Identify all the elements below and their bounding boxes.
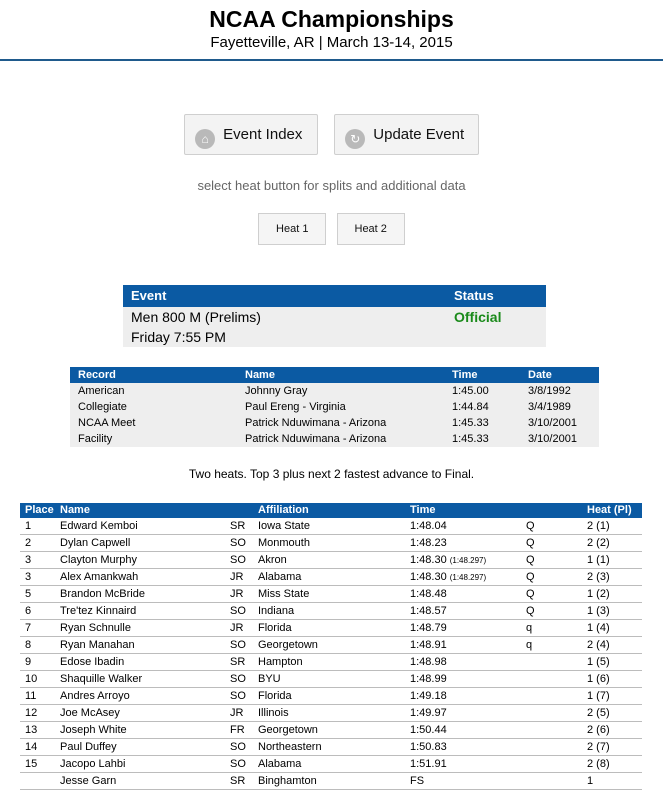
qualifier-mark-text: Q — [526, 605, 535, 617]
qualifier-mark — [526, 637, 532, 653]
result-time-text: 1:51.91 — [410, 758, 447, 770]
record-date: 3/8/1992 — [528, 385, 571, 397]
home-icon: ⌂ — [195, 129, 215, 149]
athlete-name-text: Brandon McBride — [60, 588, 145, 600]
athlete-affiliation — [258, 535, 310, 551]
athlete-name-text: Shaquille Walker — [60, 673, 143, 685]
athlete-affiliation-text: Illinois — [258, 707, 289, 719]
records-col-name: Name — [245, 369, 275, 381]
qualifier-mark — [526, 620, 532, 636]
event-index-label: Event Index — [223, 126, 303, 143]
heat-place — [587, 654, 610, 670]
result-place-text: 3 — [25, 554, 32, 566]
qualifier-mark-text: Q — [526, 571, 535, 583]
heat-place-text: 1 — [587, 775, 594, 787]
result-time-text: 1:48.30 — [410, 554, 447, 566]
result-time — [410, 637, 447, 653]
athlete-affiliation-text: Miss State — [258, 588, 310, 600]
athlete-year-text: JR — [230, 571, 244, 583]
result-time-text: 1:48.30 — [410, 571, 447, 583]
athlete-affiliation-text: Georgetown — [258, 639, 318, 651]
athlete-affiliation — [258, 722, 318, 738]
result-place-text: 15 — [25, 758, 38, 770]
qualifier-mark — [526, 552, 535, 568]
heat-buttons — [0, 213, 663, 245]
heat-place-text: 2 (3) — [587, 571, 610, 583]
record-date: 3/4/1989 — [528, 401, 571, 413]
athlete-year-text: JR — [230, 622, 244, 634]
athlete-name — [60, 671, 142, 687]
result-time — [410, 654, 447, 670]
athlete-name — [60, 603, 136, 619]
athlete-year — [230, 773, 245, 789]
athlete-affiliation-text: Alabama — [258, 571, 302, 583]
heat-place — [587, 739, 610, 755]
qualifier-mark-text: Q — [526, 537, 535, 549]
records-table — [70, 367, 599, 447]
athlete-name — [60, 688, 130, 704]
athlete-year-text: SR — [230, 775, 246, 787]
athlete-name-text: Alex Amankwah — [60, 571, 139, 583]
heat-place — [587, 756, 610, 772]
result-time-text: 1:50.83 — [410, 741, 447, 753]
event-name: Men 800 M (Prelims) — [131, 309, 261, 325]
athlete-year — [230, 756, 246, 772]
athlete-name-text: Tre'tez Kinnaird — [60, 605, 137, 617]
athlete-name-text: Jesse Garn — [60, 775, 117, 787]
result-place-text: 2 — [25, 537, 32, 549]
athlete-name — [60, 722, 127, 738]
athlete-affiliation-text: Indiana — [258, 605, 295, 617]
refresh-icon: ↻ — [345, 129, 365, 149]
athlete-name-text: Joe McAsey — [60, 707, 120, 719]
athlete-affiliation-text: Monmouth — [258, 537, 310, 549]
result-place-text: 6 — [25, 605, 32, 617]
result-time-text: FS — [410, 775, 425, 787]
page-header — [0, 0, 663, 61]
athlete-year-text: SO — [230, 741, 246, 753]
results-col-affiliation: Affiliation — [258, 504, 309, 516]
athlete-year — [230, 586, 243, 602]
athlete-affiliation — [258, 603, 294, 619]
event-status: Official — [454, 309, 502, 325]
athlete-year — [230, 620, 243, 636]
athlete-name — [60, 773, 116, 789]
result-time — [410, 569, 486, 586]
qualifier-mark-text: Q — [526, 520, 535, 532]
record-holder: Patrick Nduwimana - Arizona — [245, 433, 387, 445]
athlete-year — [230, 705, 243, 721]
athlete-year-text: SR — [230, 656, 246, 668]
result-time-text: 1:48.57 — [410, 605, 447, 617]
athlete-name — [60, 756, 125, 772]
athlete-name-text: Ryan Manahan — [60, 639, 135, 651]
heat-place-text: 1 (6) — [587, 673, 610, 685]
record-time: 1:44.84 — [452, 401, 489, 413]
athlete-affiliation-text: Florida — [258, 622, 292, 634]
result-place — [25, 552, 31, 568]
result-row — [20, 518, 642, 535]
result-place — [25, 637, 31, 653]
qualifier-mark — [526, 603, 535, 619]
result-row — [20, 654, 642, 671]
athlete-name-text: Dylan Capwell — [60, 537, 131, 549]
status-col-header: Status — [454, 288, 494, 303]
athlete-affiliation — [258, 620, 292, 636]
qualifier-mark — [526, 586, 535, 602]
result-place-text: 13 — [25, 724, 38, 736]
athlete-name-text: Jacopo Lahbi — [60, 758, 126, 770]
athlete-name-text: Andres Arroyo — [60, 690, 130, 702]
athlete-year-text: JR — [230, 707, 244, 719]
athlete-affiliation-text: Hampton — [258, 656, 303, 668]
heat-place — [587, 671, 610, 687]
heat-place-text: 2 (2) — [587, 537, 610, 549]
results-col-heat: Heat (Pl) — [587, 504, 632, 516]
record-type: American — [78, 385, 125, 397]
result-time — [410, 535, 447, 551]
record-type: NCAA Meet — [78, 417, 136, 429]
heat-hint: select heat button for splits and additional data — [197, 178, 466, 193]
result-row — [20, 603, 642, 620]
precise-time: (1:48.297) — [449, 556, 487, 565]
results-col-time: Time — [410, 504, 436, 516]
result-time — [410, 773, 424, 789]
event-time: Friday 7:55 PM — [131, 329, 226, 345]
heat-place — [587, 637, 610, 653]
athlete-year — [230, 552, 246, 568]
event-col-header: Event — [131, 288, 167, 303]
record-type: Collegiate — [78, 401, 127, 413]
athlete-affiliation — [258, 637, 318, 653]
athlete-year-text: SO — [230, 605, 246, 617]
heat-place — [587, 603, 610, 619]
result-place-text: 1 — [25, 520, 32, 532]
result-place — [25, 620, 31, 636]
heat-place-text: 2 (4) — [587, 639, 610, 651]
results-header-row — [20, 503, 642, 518]
athlete-affiliation-text: Northeastern — [258, 741, 322, 753]
athlete-name-text: Joseph White — [60, 724, 127, 736]
heat-place — [587, 586, 610, 602]
result-row — [20, 569, 642, 586]
athlete-affiliation — [258, 654, 303, 670]
athlete-year-text: SO — [230, 639, 246, 651]
heat-place-text: 1 (5) — [587, 656, 610, 668]
result-time-text: 1:48.79 — [410, 622, 447, 634]
heat-place — [587, 705, 610, 721]
heat-place — [587, 518, 610, 534]
heat-place — [587, 773, 593, 789]
record-date: 3/10/2001 — [528, 433, 577, 445]
result-place — [25, 535, 31, 551]
athlete-name — [60, 620, 131, 636]
athlete-affiliation-text: BYU — [258, 673, 281, 685]
athlete-affiliation-text: Akron — [258, 554, 287, 566]
athlete-year — [230, 637, 246, 653]
athlete-name — [60, 518, 138, 534]
record-row — [70, 415, 599, 431]
result-place — [25, 671, 37, 687]
result-place-text: 14 — [25, 741, 38, 753]
result-place — [25, 586, 31, 602]
athlete-name-text: Ryan Schnulle — [60, 622, 131, 634]
athlete-name-text: Edward Kemboi — [60, 520, 138, 532]
athlete-year — [230, 603, 246, 619]
athlete-year — [230, 688, 246, 704]
heat-place-text: 2 (8) — [587, 758, 610, 770]
results-col-place: Place — [25, 504, 54, 516]
result-place — [25, 654, 31, 670]
record-type: Facility — [78, 433, 113, 445]
result-time — [410, 756, 447, 772]
result-time-text: 1:50.44 — [410, 724, 447, 736]
result-place — [25, 569, 31, 585]
result-place — [25, 722, 37, 738]
athlete-year-text: SO — [230, 554, 246, 566]
result-time-text: 1:49.97 — [410, 707, 447, 719]
records-col-time: Time — [452, 369, 478, 381]
athlete-year — [230, 739, 246, 755]
precise-time: (1:48.297) — [449, 573, 487, 582]
athlete-affiliation — [258, 773, 317, 789]
result-place-text: 5 — [25, 588, 32, 600]
record-date: 3/10/2001 — [528, 417, 577, 429]
athlete-name-text: Edose Ibadin — [60, 656, 125, 668]
nav-bar — [0, 114, 663, 155]
athlete-year-text: FR — [230, 724, 245, 736]
result-row — [20, 739, 642, 756]
athlete-year-text: JR — [230, 588, 244, 600]
athlete-name — [60, 569, 138, 585]
heat-place — [587, 535, 610, 551]
heat-place-text: 1 (1) — [587, 554, 610, 566]
result-row — [20, 722, 642, 739]
result-row — [20, 671, 642, 688]
athlete-affiliation — [258, 569, 301, 585]
result-time — [410, 739, 447, 755]
athlete-name — [60, 535, 130, 551]
page-subtitle: Fayetteville, AR | March 13-14, 2015 — [210, 34, 453, 51]
result-place — [25, 688, 36, 704]
qualifier-mark-text: Q — [526, 588, 535, 600]
advancement-note: Two heats. Top 3 plus next 2 fastest advance to Final. — [188, 467, 475, 481]
athlete-year-text: SO — [230, 758, 246, 770]
record-row — [70, 383, 599, 399]
results-table — [20, 503, 642, 790]
record-time: 1:45.33 — [452, 433, 489, 445]
heat-place-text: 2 (1) — [587, 520, 610, 532]
athlete-affiliation — [258, 586, 309, 602]
result-row — [20, 773, 642, 790]
qualifier-mark-text: Q — [526, 554, 535, 566]
athlete-affiliation — [258, 552, 287, 568]
result-place — [25, 518, 31, 534]
athlete-year — [230, 518, 245, 534]
record-row — [70, 431, 599, 447]
result-place — [25, 705, 37, 721]
event-body — [123, 307, 546, 347]
records-header-row — [70, 367, 599, 383]
result-place — [25, 603, 31, 619]
athlete-name — [60, 739, 117, 755]
event-info-table — [123, 285, 546, 347]
result-time — [410, 518, 447, 534]
athlete-year-text: SO — [230, 690, 246, 702]
result-row — [20, 756, 642, 773]
result-time-text: 1:48.48 — [410, 588, 447, 600]
result-row — [20, 620, 642, 637]
athlete-year-text: SO — [230, 673, 246, 685]
record-time: 1:45.00 — [452, 385, 489, 397]
athlete-name — [60, 705, 120, 721]
athlete-affiliation — [258, 688, 292, 704]
heat-place-text: 1 (2) — [587, 588, 610, 600]
result-time — [410, 688, 447, 704]
result-time-text: 1:48.23 — [410, 537, 447, 549]
record-row — [70, 399, 599, 415]
athlete-name — [60, 552, 137, 568]
heat-2-button[interactable]: Heat 2 — [337, 213, 405, 245]
athlete-name — [60, 637, 135, 653]
event-header-row — [123, 285, 546, 307]
result-row — [20, 586, 642, 603]
heat-place — [587, 552, 610, 568]
athlete-name — [60, 654, 124, 670]
heat-place — [587, 620, 610, 636]
result-row — [20, 637, 642, 654]
athlete-year — [230, 722, 245, 738]
record-time: 1:45.33 — [452, 417, 489, 429]
heat-place — [587, 569, 610, 585]
result-place-text: 3 — [25, 571, 32, 583]
result-place — [25, 756, 37, 772]
athlete-year-text: SO — [230, 537, 246, 549]
result-time-text: 1:48.91 — [410, 639, 447, 651]
athlete-year — [230, 671, 246, 687]
heat-place-text: 1 (4) — [587, 622, 610, 634]
qualifier-mark — [526, 535, 535, 551]
heat-place — [587, 688, 610, 704]
athlete-affiliation-text: Binghamton — [258, 775, 317, 787]
record-holder: Patrick Nduwimana - Arizona — [245, 417, 387, 429]
records-col-record: Record — [78, 369, 116, 381]
result-time — [410, 552, 486, 569]
result-time — [410, 671, 447, 687]
athlete-year — [230, 535, 246, 551]
result-time-text: 1:48.98 — [410, 656, 447, 668]
update-event-label: Update Event — [373, 126, 465, 143]
athlete-affiliation — [258, 756, 301, 772]
heat-place-text: 1 (7) — [587, 690, 610, 702]
athlete-year-text: SR — [230, 520, 246, 532]
result-place — [25, 739, 37, 755]
qualifier-mark-text: q — [526, 622, 533, 634]
heat-place-text: 2 (5) — [587, 707, 610, 719]
result-row — [20, 705, 642, 722]
athlete-year — [230, 569, 243, 585]
result-row — [20, 535, 642, 552]
athlete-affiliation-text: Alabama — [258, 758, 302, 770]
qualifier-mark — [526, 518, 535, 534]
heat-place-text: 2 (6) — [587, 724, 610, 736]
records-col-date: Date — [528, 369, 552, 381]
athlete-year — [230, 654, 245, 670]
result-time — [410, 705, 447, 721]
athlete-affiliation-text: Iowa State — [258, 520, 310, 532]
results-col-name: Name — [60, 504, 90, 516]
heat-1-button[interactable]: Heat 1 — [258, 213, 326, 245]
result-time-text: 1:48.04 — [410, 520, 447, 532]
athlete-name-text: Paul Duffey — [60, 741, 117, 753]
result-time — [410, 620, 447, 636]
result-place-text: 9 — [25, 656, 32, 668]
result-row — [20, 688, 642, 705]
update-event-button[interactable] — [334, 114, 479, 155]
result-time — [410, 722, 447, 738]
result-time-text: 1:49.18 — [410, 690, 447, 702]
event-index-button[interactable] — [184, 114, 318, 155]
athlete-affiliation-text: Georgetown — [258, 724, 318, 736]
record-holder: Johnny Gray — [245, 385, 308, 397]
athlete-name — [60, 586, 145, 602]
athlete-affiliation — [258, 671, 281, 687]
result-time — [410, 586, 447, 602]
result-place-text: 12 — [25, 707, 38, 719]
athlete-name-text: Clayton Murphy — [60, 554, 138, 566]
heat-place-text: 2 (7) — [587, 741, 610, 753]
result-time — [410, 603, 447, 619]
athlete-affiliation-text: Florida — [258, 690, 292, 702]
heat-place — [587, 722, 610, 738]
result-time-text: 1:48.99 — [410, 673, 447, 685]
qualifier-mark — [526, 569, 535, 585]
record-holder: Paul Ereng - Virginia — [245, 401, 346, 413]
result-place-text: 11 — [25, 690, 37, 702]
page-title: NCAA Championships — [209, 6, 454, 32]
qualifier-mark-text: q — [526, 639, 533, 651]
athlete-affiliation — [258, 705, 289, 721]
result-place-text: 7 — [25, 622, 32, 634]
result-place-text: 10 — [25, 673, 38, 685]
result-row — [20, 552, 642, 569]
athlete-affiliation — [258, 518, 310, 534]
result-place-text: 8 — [25, 639, 32, 651]
heat-place-text: 1 (3) — [587, 605, 610, 617]
athlete-affiliation — [258, 739, 322, 755]
